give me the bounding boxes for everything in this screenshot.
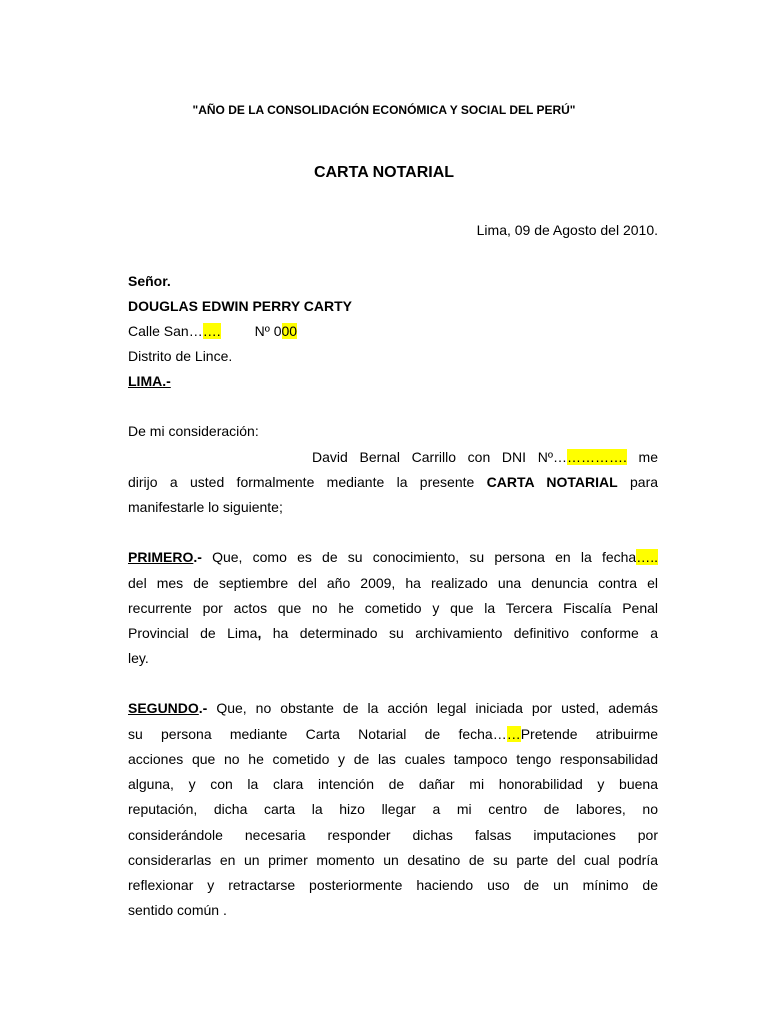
street-number-text: Nº 0: [254, 323, 282, 339]
segundo-line-8: reflexionar y retractarse posteriormente haciendo uso de un mínimo de: [128, 877, 658, 893]
year-motto: "AÑO DE LA CONSOLIDACIÓN ECONÓMICA Y SOCIAL DEL PERÚ": [192, 103, 576, 117]
recipient-district: Distrito de Lince.: [128, 348, 233, 364]
recipient-name: DOUGLAS EDWIN PERRY CARTY: [128, 298, 353, 314]
carta-notarial-emphasis: CARTA NOTARIAL: [486, 474, 618, 490]
segundo-line-1: SEGUNDO.- Que, no obstante de la acción legal iniciada por usted, además: [128, 700, 658, 716]
recipient-city: LIMA.-: [128, 373, 171, 389]
primero-line-4: Provincial de Lima, ha determinado su archivamiento definitivo conforme a: [128, 625, 659, 641]
intro-text: David Bernal Carrillo con DNI Nº…: [312, 449, 567, 465]
primero-line-2: del mes de septiembre del año 2009, ha realizado una denuncia contra el: [128, 575, 658, 591]
letter-title: CARTA NOTARIAL: [313, 164, 455, 181]
greeting: De mi consideración:: [128, 423, 259, 439]
intro-line-1: David Bernal Carrillo con DNI Nº……………. me: [312, 449, 658, 465]
segundo-line-7: considerarlas en un primer momento un desatino de su parte del cual podría: [128, 852, 658, 868]
carta-fecha-placeholder-highlight: …: [506, 726, 521, 742]
recipient-address: [128, 322, 658, 340]
fecha-placeholder-highlight: …..: [636, 549, 658, 565]
segundo-label: SEGUNDO: [128, 700, 199, 716]
street-text: Calle San…: [128, 323, 203, 339]
segundo-line-3: acciones que no he cometido y de las cuales tampoco tengo responsabilidad: [128, 751, 658, 767]
intro-line-3: manifestarle lo siguiente;: [128, 499, 283, 515]
segundo-line-9: sentido común .: [128, 902, 227, 918]
street-placeholder-highlight: ….: [202, 323, 221, 339]
segundo-line-2: su persona mediante Carta Notarial de fecha……Pretende atribuirme: [128, 726, 659, 742]
primero-line-1: PRIMERO.- Que, como es de su conocimiento, su persona en la fecha…..: [128, 549, 658, 565]
primero-line-3: recurrente por actos que no he cometido y que la Tercera Fiscalía Penal: [128, 600, 658, 616]
intro-line-2: dirijo a usted formalmente mediante la presente CARTA NOTARIAL para: [128, 474, 659, 490]
segundo-line-4: alguna, y con la clara intención de dañar mi honorabilidad y buena: [128, 776, 658, 792]
primero-line-5: ley.: [128, 650, 149, 666]
salutation: Señor.: [128, 273, 171, 289]
segundo-line-5: reputación, dicha carta la hizo llegar a mi centro de labores, no: [128, 801, 658, 817]
street-number-highlight: 00: [281, 323, 298, 339]
primero-label: PRIMERO: [128, 549, 194, 565]
segundo-line-6: considerándole necesaria responder dichas falsas imputaciones por: [128, 827, 658, 843]
date-line: Lima, 09 de Agosto del 2010.: [476, 222, 658, 238]
dni-placeholder-highlight: ………….: [566, 449, 627, 465]
